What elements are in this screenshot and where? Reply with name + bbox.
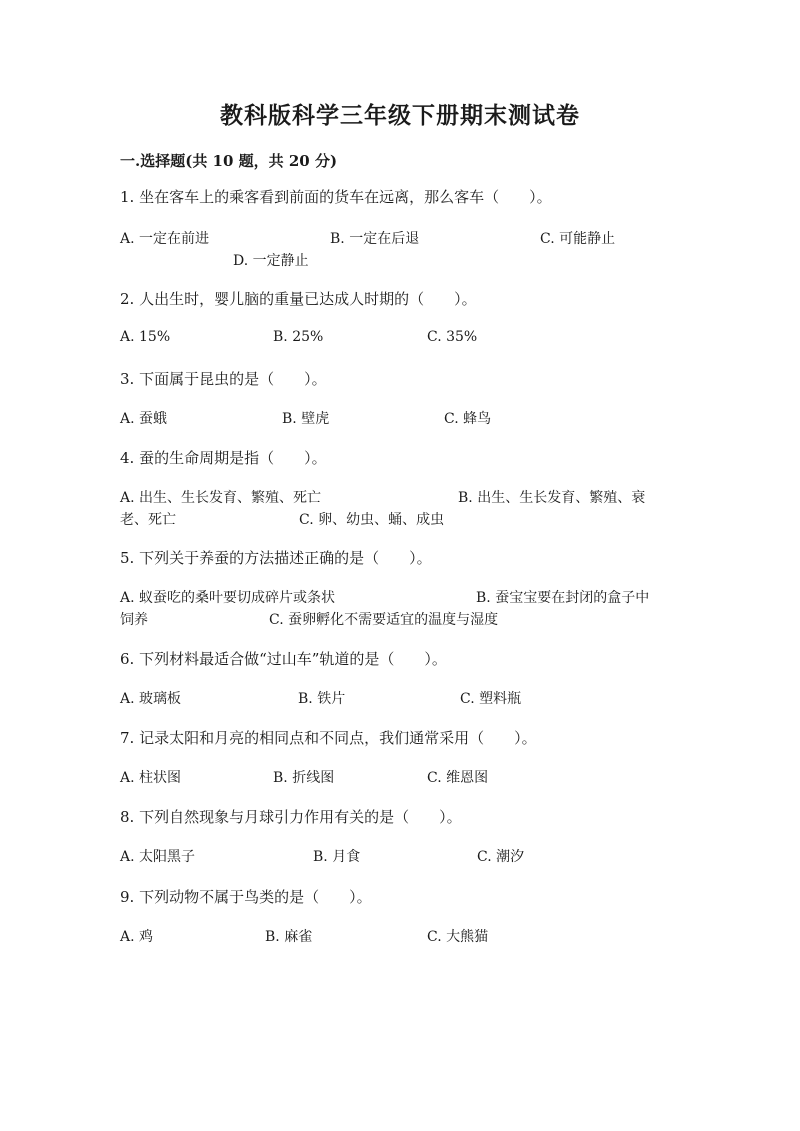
question-9-option-b: B. 麻雀 <box>265 929 313 945</box>
question-9-option-c: C. 大熊猫 <box>427 929 489 945</box>
question-8-option-a: A. 太阳黑子 <box>120 849 196 865</box>
question-2-option-a: A. 15% <box>120 329 171 345</box>
question-4-option-c: C. 卵、幼虫、蛹、成虫 <box>299 512 445 528</box>
question-5: 5. 下列关于养蚕的方法描述正确的是（ ）。 <box>120 549 432 567</box>
question-5-option-a: A. 蚁蚕吃的桑叶要切成碎片或条状 <box>120 590 336 606</box>
question-9: 9. 下列动物不属于鸟类的是（ ）。 <box>120 888 372 906</box>
question-3-option-a: A. 蚕蛾 <box>120 411 168 427</box>
question-7-option-c: C. 维恩图 <box>427 770 489 786</box>
question-7: 7. 记录太阳和月亮的相同点和不同点，我们通常采用（ ）。 <box>120 729 537 747</box>
page-title: 教科版科学三年级下册期末测试卷 <box>220 102 580 129</box>
question-1: 1. 坐在客车上的乘客看到前面的货车在远离，那么客车（ ）。 <box>120 188 552 206</box>
question-2: 2. 人出生时，婴儿脑的重量已达成人时期的（ ）。 <box>120 290 477 308</box>
question-3-option-b: B. 壁虎 <box>282 411 330 427</box>
section-heading: 一.选择题(共 10 题，共 20 分) <box>120 152 338 170</box>
question-4-option-a: A. 出生、生长发育、繁殖、死亡 <box>120 490 322 506</box>
question-4-option-b-continued: 老、死亡 <box>120 512 176 528</box>
question-4-option-b: B. 出生、生长发育、繁殖、衰 <box>458 490 646 506</box>
question-7-option-a: A. 柱状图 <box>120 770 182 786</box>
question-8-option-b: B. 月食 <box>313 849 361 865</box>
question-5-option-c: C. 蚕卵孵化不需要适宜的温度与湿度 <box>269 612 499 628</box>
question-3-option-c: C. 蜂鸟 <box>444 411 492 427</box>
question-5-option-b-continued: 饲养 <box>120 612 148 628</box>
question-9-option-a: A. 鸡 <box>120 929 154 945</box>
question-2-option-b: B. 25% <box>273 329 324 345</box>
question-2-option-c: C. 35% <box>427 329 478 345</box>
question-6: 6. 下列材料最适合做“过山车”轨道的是（ ）。 <box>120 650 447 668</box>
question-1-option-c: C. 可能静止 <box>540 231 616 247</box>
question-1-option-b: B. 一定在后退 <box>330 231 420 247</box>
question-8-option-c: C. 潮汐 <box>477 849 525 865</box>
question-4: 4. 蚕的生命周期是指（ ）。 <box>120 449 327 467</box>
question-1-option-d: D. 一定静止 <box>233 253 309 269</box>
question-1-option-a: A. 一定在前进 <box>120 231 210 247</box>
question-3: 3. 下面属于昆虫的是（ ）。 <box>120 370 327 388</box>
question-6-option-a: A. 玻璃板 <box>120 691 182 707</box>
question-6-option-b: B. 铁片 <box>298 691 346 707</box>
question-8: 8. 下列自然现象与月球引力作用有关的是（ ）。 <box>120 808 462 826</box>
question-7-option-b: B. 折线图 <box>273 770 335 786</box>
question-5-option-b: B. 蚕宝宝要在封闭的盒子中 <box>476 590 650 606</box>
question-6-option-c: C. 塑料瓶 <box>460 691 522 707</box>
